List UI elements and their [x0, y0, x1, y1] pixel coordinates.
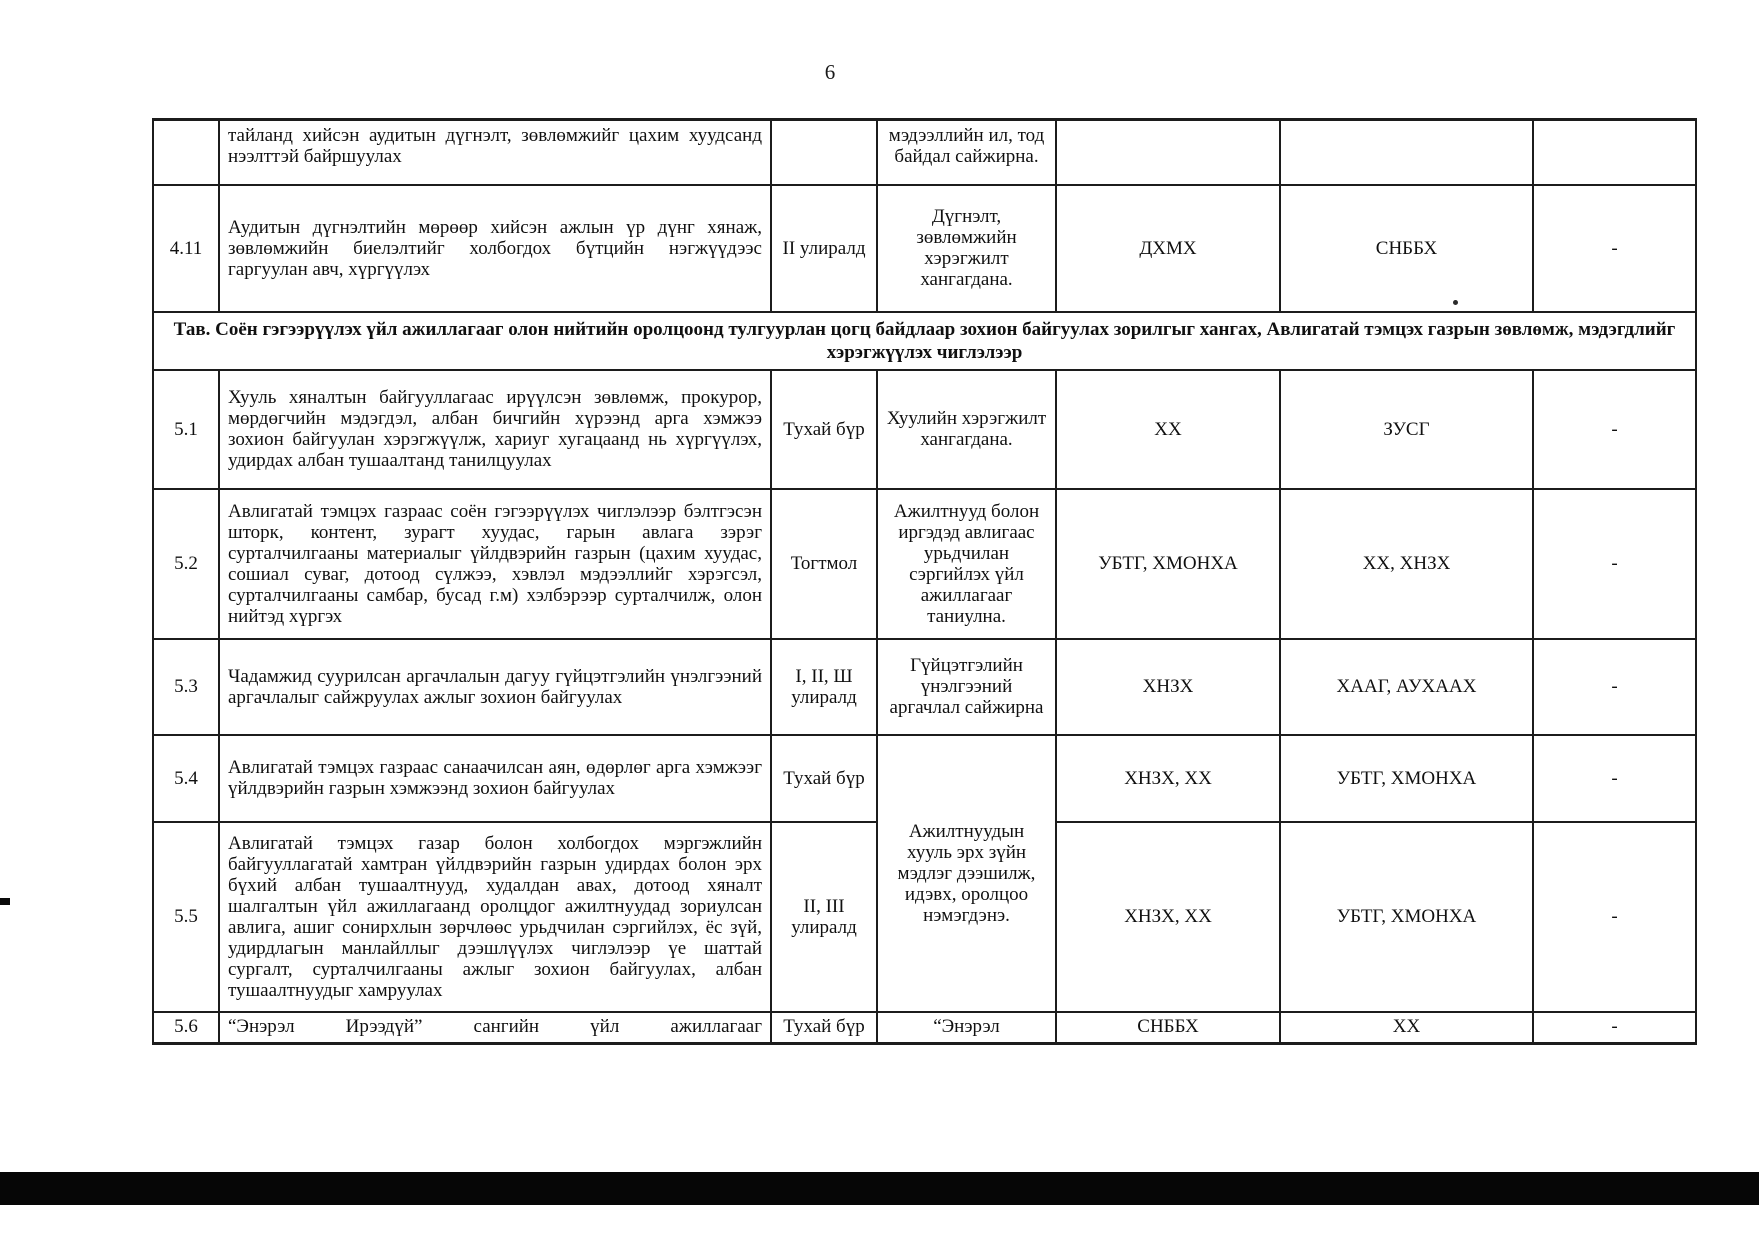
cell-activity: тайланд хийсэн аудитын дүгнэлт, зөвлөмжийг цахим хуудсанд нээлттэй байршуулах [219, 120, 771, 185]
cell-period: Тухай бүр [771, 370, 877, 489]
cell-budget: - [1533, 370, 1696, 489]
scan-speck [1453, 300, 1458, 305]
table-row [153, 489, 1696, 639]
table-row [153, 639, 1696, 735]
cell-result: Дүгнэлт, зөвлөмжийн хэрэгжилт хангагдана. [877, 185, 1056, 312]
table-row [153, 735, 1696, 822]
cell-budget: - [1533, 185, 1696, 312]
section-header-row [153, 312, 1696, 370]
cell-activity: Авлигатай тэмцэх газраас соён гэгээрүүлэх чиглэлээр бэлтгэсэн шторк, контент, зурагт хуудас, гарын авлага зэрэг сурталчилгааны материалыг үйлдвэрийн газрын (цахим хуудас, сошиал суваг, дотоод сүлжээ, хэвлэл мэдээллийг хэрэгсэл, сурталчилгааны самбар, бусад г.м) хэлбэрээр сурталчилж, олон нийтэд хүргэх [219, 489, 771, 639]
cell-num: 5.2 [153, 489, 219, 639]
cell-collaboration: ХХ, ХНЗХ [1280, 489, 1533, 639]
cell-collaboration: УБТГ, ХМОНХА [1280, 822, 1533, 1012]
cell-activity: Аудитын дүгнэлтийн мөрөөр хийсэн ажлын үр дүнг хянаж, зөвлөмжийн биелэлтийг холбогдох бүтцийн нэгжүүдээс гаргуулан авч, хүргүүлэх [219, 185, 771, 312]
action-plan-table [152, 118, 1697, 1045]
cell-budget: - [1533, 489, 1696, 639]
cell-responsible: УБТГ, ХМОНХА [1056, 489, 1280, 639]
cell-collaboration: ХААГ, АУХААХ [1280, 639, 1533, 735]
cell-period [771, 120, 877, 185]
cell-result: Ажилтнууд болон иргэдэд авлигаас урьдчилан сэргийлэх үйл ажиллагааг таниулна. [877, 489, 1056, 639]
cell-activity: Авлигатай тэмцэх газар болон холбогдох мэргэжлийн байгууллагатай хамтран үйлдвэрийн газрын удирдах болон эрх бүхий албан тушаалтнууд, худалдан авах, дотоод хяналт шалгалтын үйл ажиллагаанд оролцдог ажилтнуудад зориулсан авлига, ашиг сонирхлын зөрчлөөс урьдчилан сэргийлэх, ёс зүй, удирдлагын манлайллыг дээшлүүлэх чиглэлээр үе шаттай сургалт, сурталчилгааны ажлыг зохион байгуулах, албан тушаалтнуудыг хамруулах [219, 822, 771, 1012]
cell-period: I, II, Ш улиралд [771, 639, 877, 735]
cell-collaboration: ЗУСГ [1280, 370, 1533, 489]
cell-budget [1533, 120, 1696, 185]
cell-activity: “Энэрэл Ирээдүй” сангийн үйл ажиллагааг [219, 1012, 771, 1044]
cell-activity: Авлигатай тэмцэх газраас санаачилсан аян, өдөрлөг арга хэмжээг үйлдвэрийн газрын хэмжээнд зохион байгуулах [219, 735, 771, 822]
cell-responsible: ХНЗХ [1056, 639, 1280, 735]
cell-num: 4.11 [153, 185, 219, 312]
cell-num [153, 120, 219, 185]
cell-responsible: ХХ [1056, 370, 1280, 489]
cell-num: 5.3 [153, 639, 219, 735]
cell-result-merged: Ажилтнуудын хууль эрх зүйн мэдлэг дээшилж, идэвх, оролцоо нэмэгдэнэ. [877, 735, 1056, 1012]
section-header: Тав. Соён гэгээрүүлэх үйл ажиллагааг олон нийтийн оролцоонд тулгуурлан цогц байдлаар зохион байгуулах зорилгыг хангах, Авлигатай тэмцэх газрын зөвлөмж, мэдэгдлийг хэрэгжүүлэх чиглэлээр [153, 312, 1696, 370]
cell-period: Тухай бүр [771, 1012, 877, 1044]
cell-num: 5.1 [153, 370, 219, 489]
cell-budget: - [1533, 639, 1696, 735]
cell-responsible: ХНЗХ, ХХ [1056, 822, 1280, 1012]
cell-responsible: СНББХ [1056, 1012, 1280, 1044]
cell-collaboration: СНББХ [1280, 185, 1533, 312]
cell-period: Тухай бүр [771, 735, 877, 822]
cell-responsible: ХНЗХ, ХХ [1056, 735, 1280, 822]
cell-budget: - [1533, 735, 1696, 822]
cell-result: Хуулийн хэрэгжилт хангагдана. [877, 370, 1056, 489]
scan-edge-mark [0, 898, 10, 905]
cell-collaboration: ХХ [1280, 1012, 1533, 1044]
table-row [153, 1012, 1696, 1044]
cell-num: 5.5 [153, 822, 219, 1012]
cell-collaboration: УБТГ, ХМОНХА [1280, 735, 1533, 822]
page-number: 6 [824, 60, 836, 84]
cell-num: 5.6 [153, 1012, 219, 1044]
cell-result: Гүйцэтгэлийн үнэлгээний аргачлал сайжирна [877, 639, 1056, 735]
cell-period: II улиралд [771, 185, 877, 312]
cell-activity: Хууль хяналтын байгууллагаас ирүүлсэн зөвлөмж, прокурор, мөрдөгчийн мэдэгдэл, албан бичгийн хүрээнд арга хэмжээ зохион байгуулан хэрэгжүүлж, хариуг хугацаанд нь хүргүүлэх, удирдах албан тушаалтанд танилцуулах [219, 370, 771, 489]
cell-budget: - [1533, 822, 1696, 1012]
cell-responsible: ДХМХ [1056, 185, 1280, 312]
scan-artifact-bar [0, 1172, 1759, 1205]
cell-budget: - [1533, 1012, 1696, 1044]
table-row [153, 120, 1696, 185]
cell-collaboration [1280, 120, 1533, 185]
table-row [153, 370, 1696, 489]
cell-period: II, III улиралд [771, 822, 877, 1012]
table-row [153, 185, 1696, 312]
cell-result: мэдээллийн ил, тод байдал сайжирна. [877, 120, 1056, 185]
cell-result: “Энэрэл [877, 1012, 1056, 1044]
cell-num: 5.4 [153, 735, 219, 822]
cell-period: Тогтмол [771, 489, 877, 639]
cell-activity: Чадамжид суурилсан аргачлалын дагуу гүйцэтгэлийн үнэлгээний аргачлалыг сайжруулах ажлыг зохион байгуулах [219, 639, 771, 735]
cell-responsible [1056, 120, 1280, 185]
